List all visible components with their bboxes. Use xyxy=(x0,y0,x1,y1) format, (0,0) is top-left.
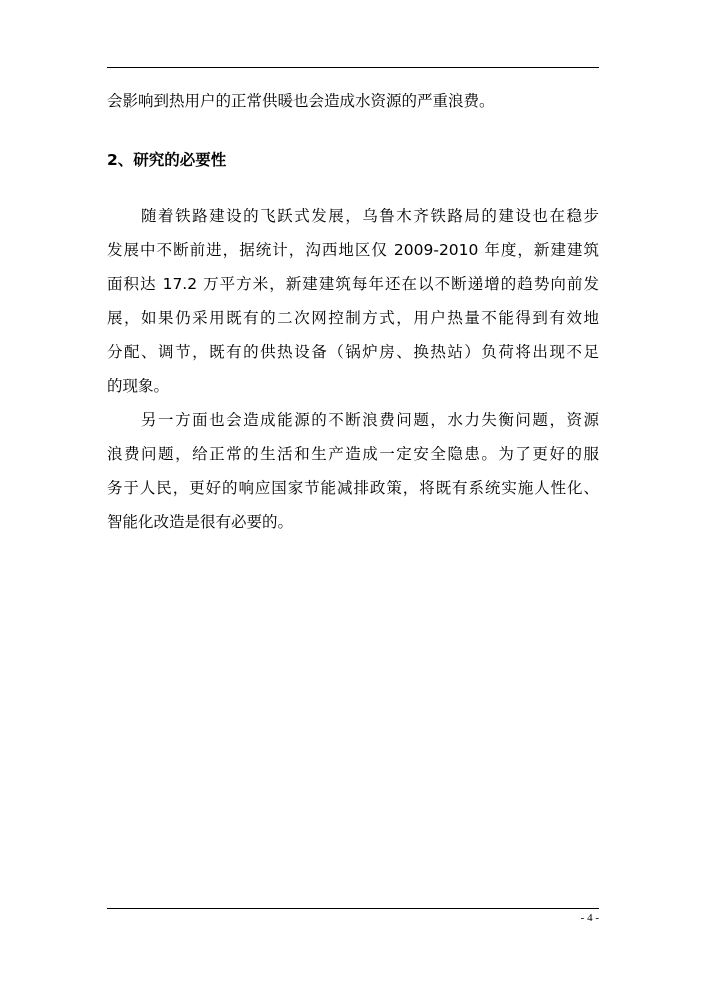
paragraph-line: 发展中不断前进，据统计，沟西地区仅 2009-2010 年度，新建建筑 xyxy=(107,241,599,259)
body-text xyxy=(107,84,599,539)
continuation-line: 会影响到热用户的正常供暖也会造成水资源的严重浪费。 xyxy=(107,92,495,110)
paragraph-line: 展，如果仍采用既有的二次网控制方式，用户热量不能得到有效地 xyxy=(107,309,599,327)
footer-rule xyxy=(107,908,599,909)
paragraph-line: 智能化改造是很有必要的。 xyxy=(107,513,294,531)
paragraph-line: 务于人民，更好的响应国家节能减排政策，将既有系统实施人性化、 xyxy=(107,479,599,497)
paragraph-line: 另一方面也会造成能源的不断浪费问题，水力失衡问题，资源 xyxy=(107,411,599,429)
header-rule xyxy=(107,67,599,68)
paragraph-line: 面积达 17.2 万平方米，新建建筑每年还在以不断递增的趋势向前发 xyxy=(107,275,599,293)
paragraph-2 xyxy=(107,403,599,539)
paragraph-1 xyxy=(107,199,599,403)
paragraph-line: 分配、调节，既有的供热设备（锅炉房、换热站）负荷将出现不足 xyxy=(107,343,599,361)
paragraph-line: 的现象。 xyxy=(107,377,170,395)
page-number: - 4 - xyxy=(580,912,599,924)
paragraph-line: 浪费问题，给正常的生活和生产造成一定安全隐患。为了更好的服 xyxy=(107,445,599,463)
section-heading: 2、研究的必要性 xyxy=(107,151,227,169)
paragraph-line: 随着铁路建设的飞跃式发展，乌鲁木齐铁路局的建设也在稳步 xyxy=(107,207,599,225)
